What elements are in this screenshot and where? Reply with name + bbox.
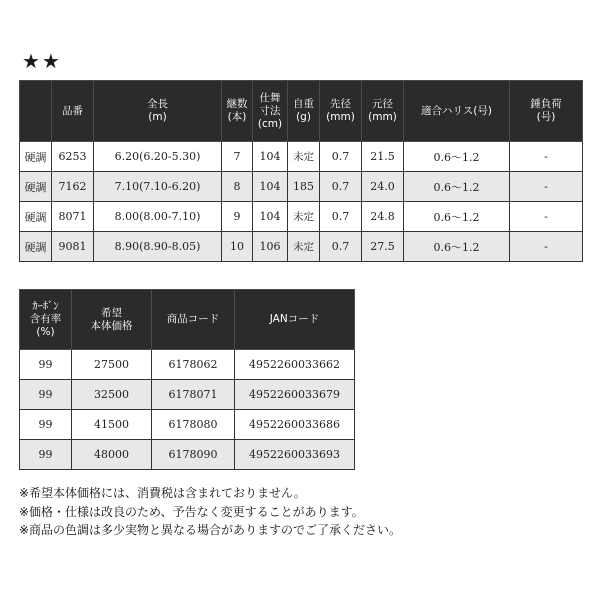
spec-cell-part-number: 7162 [52,172,94,202]
spec-cell-action: 硬調 [20,142,52,172]
price-cell-jan-code: 4952260033679 [235,380,355,410]
spec-cell-closed-length: 104 [253,172,288,202]
table-row [20,380,355,410]
spec-cell-butt-diameter: 27.5 [362,232,404,262]
price-cell-carbon-content: 99 [20,350,72,380]
notes [19,484,401,540]
spec-cell-closed-length: 104 [253,142,288,172]
spec-cell-tip-diameter: 0.7 [320,202,362,232]
spec-cell-length: 8.00(8.00-7.10) [94,202,222,232]
spec-cell-sections: 8 [222,172,253,202]
spec-cell-sinker-load: - [510,172,583,202]
spec-cell-weight: 未定 [288,232,320,262]
price-cell-jan-code: 4952260033686 [235,410,355,440]
note-spec-change: ※価格・仕様は改良のため、予告なく変更することがあります。 [19,504,364,519]
spec-cell-sections: 10 [222,232,253,262]
spec-cell-line-range: 0.6～1.2 [404,142,510,172]
spec-cell-weight: 185 [288,172,320,202]
spec-cell-line-range: 0.6～1.2 [404,232,510,262]
price-header-carbon-content: ｶｰﾎﾞﾝ 含有率 (%) [20,290,72,350]
price-table [19,289,355,470]
table-row [20,440,355,470]
price-cell-carbon-content: 99 [20,380,72,410]
spec-cell-sections: 7 [222,142,253,172]
spec-cell-sections: 9 [222,202,253,232]
spec-cell-tip-diameter: 0.7 [320,232,362,262]
price-cell-list-price: 32500 [72,380,152,410]
spec-cell-weight: 未定 [288,142,320,172]
table-row [20,410,355,440]
spec-cell-weight: 未定 [288,202,320,232]
spec-cell-butt-diameter: 24.8 [362,202,404,232]
spec-cell-length: 7.10(7.10-6.20) [94,172,222,202]
table-row [20,142,583,172]
price-header-product-code: 商品コード [152,290,235,350]
price-cell-product-code: 6178062 [152,350,235,380]
spec-header-sections: 継数 (本) [222,81,253,142]
spec-cell-sinker-load: - [510,202,583,232]
spec-cell-action: 硬調 [20,232,52,262]
spec-cell-line-range: 0.6～1.2 [404,172,510,202]
price-cell-jan-code: 4952260033693 [235,440,355,470]
note-color: ※商品の色調は多少実物と異なる場合がありますのでご了承ください。 [19,523,402,537]
table-row [20,202,583,232]
price-cell-product-code: 6178071 [152,380,235,410]
note-tax: ※希望本体価格には、消費税は含まれておりません。 [19,486,306,500]
spec-cell-length: 6.20(6.20-5.30) [94,142,222,172]
spec-cell-closed-length: 104 [253,202,288,232]
price-cell-carbon-content: 99 [20,440,72,470]
price-cell-carbon-content: 99 [20,410,72,440]
spec-cell-sinker-load: - [510,142,583,172]
spec-cell-length: 8.90(8.90-8.05) [94,232,222,262]
spec-header-closed-length: 仕舞 寸法 (cm) [253,81,288,142]
price-cell-list-price: 27500 [72,350,152,380]
spec-cell-part-number: 8071 [52,202,94,232]
spec-cell-tip-diameter: 0.7 [320,142,362,172]
spec-header-line-range: 適合ハリス(号) [404,81,510,142]
spec-header-blank [20,81,52,142]
spec-cell-action: 硬調 [20,172,52,202]
table-row [20,350,355,380]
price-cell-list-price: 48000 [72,440,152,470]
spec-header-sinker-load: 錘負荷 (号) [510,81,583,142]
spec-cell-action: 硬調 [20,202,52,232]
spec-cell-butt-diameter: 24.0 [362,172,404,202]
grade-stars: ★★ [22,49,62,73]
table-row [20,172,583,202]
spec-cell-sinker-load: - [510,232,583,262]
spec-cell-tip-diameter: 0.7 [320,172,362,202]
price-header-list-price: 希望 本体価格 [72,290,152,350]
spec-header-row [20,81,583,142]
spec-header-length: 全長 (m) [94,81,222,142]
spec-header-part-number: 品番 [52,81,94,142]
price-header-row [20,290,355,350]
spec-header-tip-diameter: 先径 (mm) [320,81,362,142]
price-cell-product-code: 6178090 [152,440,235,470]
spec-cell-closed-length: 106 [253,232,288,262]
table-row [20,232,583,262]
spec-cell-part-number: 6253 [52,142,94,172]
spec-header-weight: 自重 (g) [288,81,320,142]
price-cell-jan-code: 4952260033662 [235,350,355,380]
price-header-jan-code: JANコード [235,290,355,350]
spec-header-butt-diameter: 元径 (mm) [362,81,404,142]
spec-cell-part-number: 9081 [52,232,94,262]
price-cell-list-price: 41500 [72,410,152,440]
spec-cell-butt-diameter: 21.5 [362,142,404,172]
spec-table [19,80,583,262]
price-cell-product-code: 6178080 [152,410,235,440]
spec-cell-line-range: 0.6～1.2 [404,202,510,232]
